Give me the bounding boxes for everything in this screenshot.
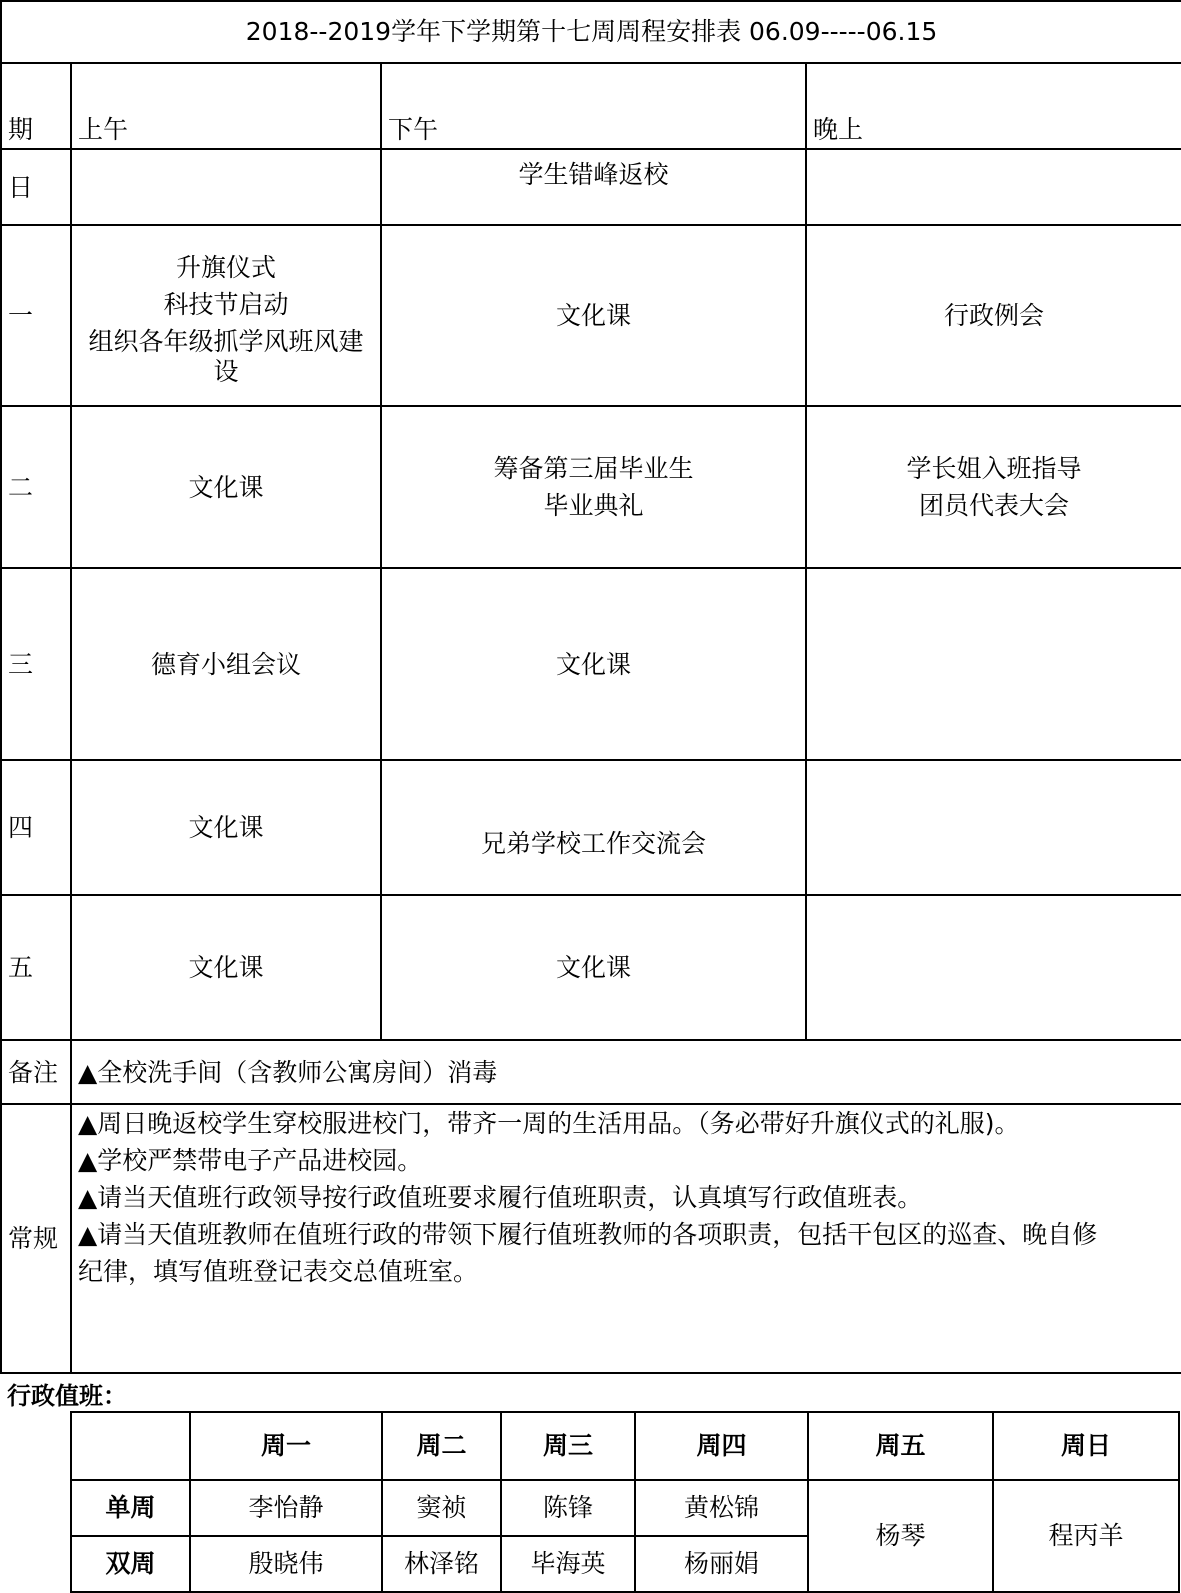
schedule-row-sunday (1, 149, 1181, 226)
day-label: 四 (1, 760, 71, 894)
routine-line: ▲请当天值班行政领导按行政值班要求履行值班职责，认真填写行政值班表。 (78, 1183, 923, 1212)
duty-col-monday: 周一 (190, 1412, 382, 1480)
header-afternoon: 下午 (381, 63, 806, 149)
afternoon-cell (381, 895, 806, 1041)
duty-name: 毕海英 (501, 1536, 635, 1592)
duty-name: 殷晓伟 (190, 1536, 382, 1592)
evening-cell (806, 225, 1181, 406)
morning-item: 文化课 (188, 472, 264, 502)
remarks-text: ▲全校洗手间（含教师公寓房间）消毒 (71, 1040, 1181, 1104)
morning-cell (71, 895, 381, 1041)
duty-corner-cell (71, 1412, 190, 1480)
routine-row (1, 1104, 1181, 1373)
afternoon-cell (381, 149, 806, 226)
duty-single-week-row (71, 1480, 1179, 1536)
remarks-row (1, 1040, 1181, 1104)
duty-name: 林泽铭 (382, 1536, 501, 1592)
day-label: 二 (1, 406, 71, 568)
morning-cell (71, 760, 381, 894)
evening-item: 行政例会 (944, 301, 1045, 331)
morning-item: 组织各年级抓学风班风建 (88, 327, 364, 357)
day-label: 一 (1, 225, 71, 406)
evening-cell (806, 568, 1181, 760)
afternoon-item: 兄弟学校工作交流会 (480, 829, 706, 858)
schedule-row-tuesday (1, 406, 1181, 568)
duty-name-friday: 杨琴 (808, 1480, 993, 1592)
evening-item: 学长姐入班指导 (906, 454, 1082, 484)
evening-cell (806, 760, 1181, 894)
duty-name: 黄松锦 (635, 1480, 808, 1536)
schedule-row-wednesday (1, 568, 1181, 760)
evening-cell (806, 406, 1181, 568)
afternoon-cell (381, 225, 806, 406)
evening-cell (806, 895, 1181, 1041)
morning-item: 科技节启动 (163, 290, 289, 320)
day-label: 三 (1, 568, 71, 760)
morning-item: 文化课 (188, 953, 264, 983)
routine-notes (71, 1104, 1181, 1373)
duty-col-tuesday: 周二 (382, 1412, 501, 1480)
morning-item: 德育小组会议 (150, 649, 301, 679)
single-week-label: 单周 (71, 1480, 190, 1536)
evening-cell (806, 149, 1181, 226)
duty-name-sunday: 程丙羊 (993, 1480, 1179, 1592)
routine-line: 纪律，填写值班登记表交总值班室。 (78, 1257, 479, 1286)
duty-col-wednesday: 周三 (501, 1412, 635, 1480)
afternoon-item: 学生错峰返校 (518, 159, 669, 189)
duty-name: 杨丽娟 (635, 1536, 808, 1592)
header-evening: 晚上 (806, 63, 1181, 149)
duty-roster-table (70, 1411, 1180, 1593)
duty-name: 窦祯 (382, 1480, 501, 1536)
schedule-row-monday (1, 225, 1181, 406)
routine-line: ▲请当天值班教师在值班行政的带领下履行值班教师的各项职责，包括干包区的巡查、晚自修 (78, 1220, 1098, 1249)
morning-cell (71, 568, 381, 760)
morning-cell (71, 225, 381, 406)
afternoon-item: 文化课 (555, 953, 631, 983)
afternoon-item: 文化课 (555, 649, 631, 679)
schedule-row-friday (1, 895, 1181, 1041)
afternoon-cell (381, 406, 806, 568)
afternoon-item: 文化课 (555, 301, 631, 331)
afternoon-cell (381, 568, 806, 760)
morning-item: 文化课 (188, 813, 264, 842)
morning-item: 升旗仪式 (175, 253, 276, 283)
schedule-title: 2018--2019学年下学期第十七周周程安排表 06.09-----06.15 (1, 1, 1181, 63)
routine-label: 常规 (1, 1104, 71, 1373)
afternoon-item: 筹备第三届毕业生 (493, 454, 694, 484)
header-day: 期 (1, 63, 71, 149)
afternoon-item: 毕业典礼 (543, 491, 644, 521)
duty-header-row (71, 1412, 1179, 1480)
duty-col-sunday: 周日 (993, 1412, 1179, 1480)
header-morning: 上午 (71, 63, 381, 149)
day-label: 日 (1, 149, 71, 226)
double-week-label: 双周 (71, 1536, 190, 1592)
routine-line: ▲学校严禁带电子产品进校园。 (78, 1146, 423, 1175)
schedule-row-thursday (1, 760, 1181, 894)
duty-name: 陈锋 (501, 1480, 635, 1536)
duty-col-thursday: 周四 (635, 1412, 808, 1480)
morning-cell (71, 406, 381, 568)
morning-cell (71, 149, 381, 226)
routine-line: ▲周日晚返校学生穿校服进校门，带齐一周的生活用品。（务必带好升旗仪式的礼服)。 (78, 1109, 1020, 1138)
day-label: 五 (1, 895, 71, 1041)
duty-name: 李怡静 (190, 1480, 382, 1536)
evening-item: 团员代表大会 (919, 491, 1070, 521)
duty-col-friday: 周五 (808, 1412, 993, 1480)
remarks-label: 备注 (1, 1040, 71, 1104)
duty-section-title: 行政值班： (7, 1382, 127, 1410)
afternoon-cell (381, 760, 806, 894)
morning-item: 设 (213, 357, 239, 387)
